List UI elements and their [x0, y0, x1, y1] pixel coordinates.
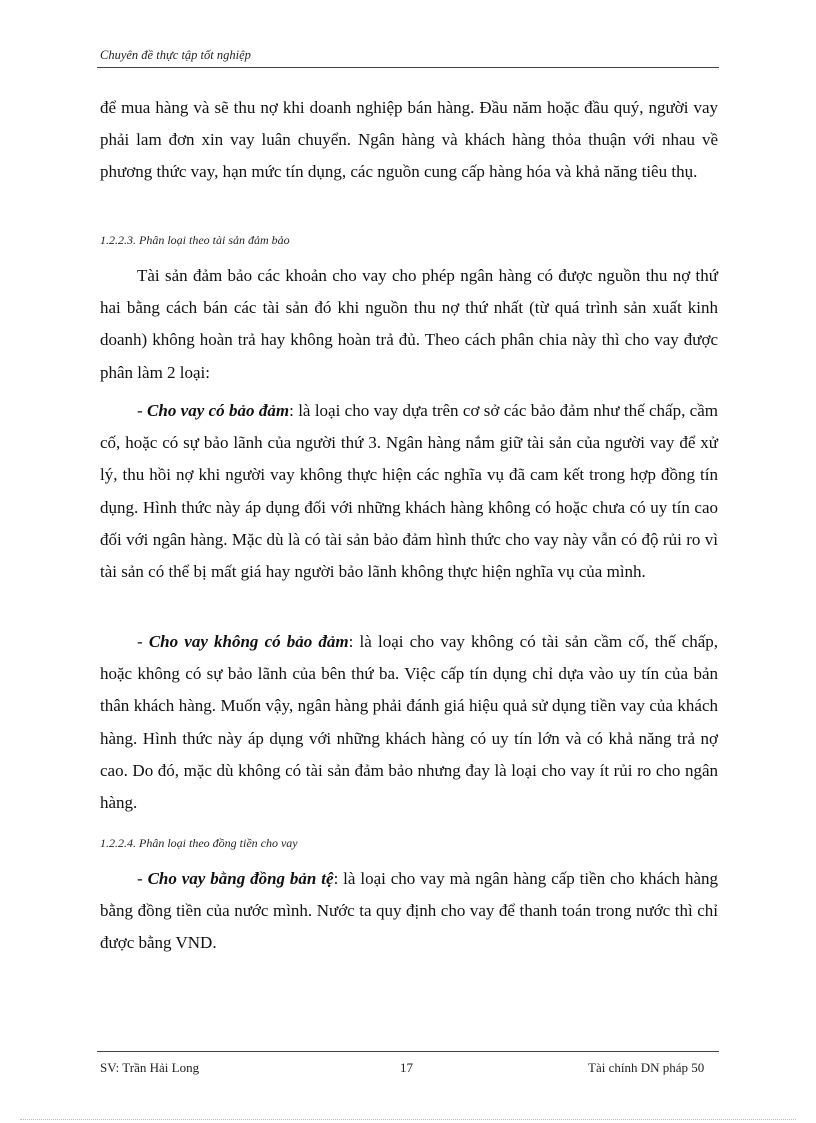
list-dash: - [137, 401, 148, 420]
section-heading-1-2-2-3: 1.2.2.3. Phân loại theo tài sản đảm bảo [100, 233, 290, 247]
section-heading-1-2-2-4: 1.2.2.4. Phân loại theo đồng tiền cho vay [100, 836, 298, 850]
term-secured-loan: Cho vay có bảo đảm [147, 401, 290, 420]
header-rule [97, 67, 719, 68]
list-dash: - [137, 869, 148, 888]
paragraph-secured-loan [100, 395, 718, 588]
term-local-currency-loan: Cho vay bằng đồng bản tệ [147, 869, 334, 888]
page-number: 17 [400, 1060, 413, 1075]
footer-student-name: SV: Trần Hải Long [100, 1060, 200, 1075]
list-dash: - [137, 632, 149, 651]
definition-local-currency-loan: : là loại cho vay mà ngân hàng cấp tiền cho khách hàng bằng đồng tiền của nước mình. Nước ta quy định cho vay để thanh toán trong nước thì chỉ được bằng VND. [100, 869, 718, 953]
term-unsecured-loan: Cho vay không có bảo đảm [148, 632, 349, 651]
paragraph-collateral-intro: Tài sản đảm bảo các khoản cho vay cho phép ngân hàng có được nguồn thu nợ thứ hai bằng cách bán các tài sản đó khi nguồn thu nợ thứ nhất (từ quá trình sản xuất kinh doanh) không hoàn trả hay không hoàn trả đủ. Theo cách phân chia này thì cho vay được phân làm 2 loại: [100, 266, 718, 382]
footer-class-name: Tài chính DN pháp 50 [588, 1060, 705, 1075]
paragraph-local-currency-loan [100, 863, 718, 960]
definition-secured-loan: : là loại cho vay dựa trên cơ sở các bảo đảm như thế chấp, cầm cố, hoặc có sự bảo lãnh của người thứ 3. Ngân hàng nắm giữ tài sản của người vay để xử lý, thu hồi nợ khi người vay không thực hiện các nghĩa vụ đã cam kết trong hợp đồng tín dụng. Hình thức này áp dụng đối với những khách hàng không có hoặc chưa có uy tín cao đối với ngân hàng. Mặc dù là có tài sản bảo đảm hình thức cho vay này vẫn có độ rủi ro vì tài sản có thể bị mất giá hay người bảo lãnh không thực hiện nghĩa vụ của mình. [100, 401, 718, 582]
paragraph-continuation: để mua hàng và sẽ thu nợ khi doanh nghiệp bán hàng. Đầu năm hoặc đầu quý, người vay phải lam đơn xin vay luân chuyển. Ngân hàng và khách hàng thỏa thuận với nhau về phương thức vay, hạn mức tín dụng, các nguồn cung cấp hàng hóa và khả năng tiêu thụ. [100, 98, 718, 182]
definition-unsecured-loan: : là loại cho vay không có tài sản cầm cố, thế chấp, hoặc không có sự bảo lãnh của bên thứ ba. Việc cấp tín dụng chỉ dựa vào uy tín của bản thân khách hàng. Muốn vậy, ngân hàng phải đánh giá hiệu quả sử dụng tiền vay của khách hàng. Hình thức này áp dụng với những khách hàng có uy tín lớn và có khả năng trả nợ cao. Do đó, mặc dù không có tài sản đảm bảo nhưng đay là loại cho vay ít rủi ro cho ngân hàng. [100, 632, 719, 813]
paragraph-unsecured-loan [100, 626, 718, 819]
footer-rule [97, 1051, 719, 1052]
running-header: Chuyên đề thực tập tốt nghiệp [100, 48, 251, 62]
page-edge-dotted-line [20, 1119, 796, 1120]
